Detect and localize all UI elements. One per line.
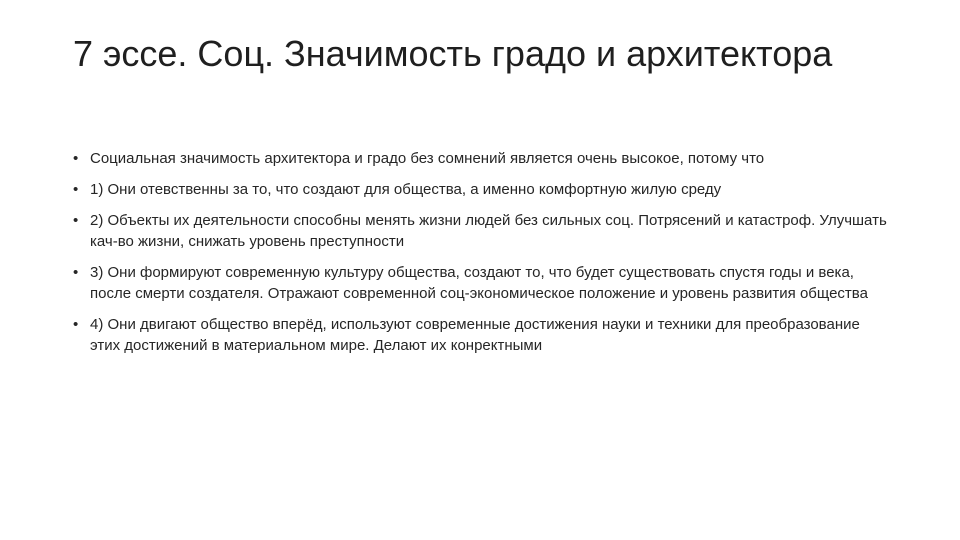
bullet-item-1 <box>73 148 888 169</box>
bullet-dot-icon: • <box>73 212 79 229</box>
bullet-list <box>73 148 888 366</box>
bullet-text: Социальная значимость архитектора и градо без сомнений является очень высокое, потому что <box>90 150 765 167</box>
bullet-dot-icon: • <box>73 316 79 333</box>
bullet-text: 4) Они двигают общество вперёд, используют современные достижения науки и техники для преобразование этих достижений в материальном мире. Делают их конректными <box>90 316 860 354</box>
bullet-text: 3) Они формируют современную культуру общества, создают то, что будет существовать спустя годы и века, после смерти создателя. Отражают современной соц-экономическое положение и уровень развития общества <box>90 264 868 302</box>
bullet-dot-icon: • <box>73 181 79 198</box>
bullet-dot-icon: • <box>73 264 79 281</box>
bullet-item-3 <box>73 210 888 252</box>
bullet-item-5 <box>73 314 888 356</box>
slide-title: 7 эссе. Соц. Значимость градо и архитектора <box>73 33 833 74</box>
bullet-item-4 <box>73 262 888 304</box>
bullet-text: 2) Объекты их деятельности способны менять жизни людей без сильных соц. Потрясений и катастроф. Улучшать кач-во жизни, снижать уровень преступности <box>90 212 887 250</box>
bullet-item-2 <box>73 179 888 200</box>
bullet-dot-icon: • <box>73 150 79 167</box>
bullet-text: 1) Они отевственны за то, что создают для общества, а именно комфортную жилую среду <box>90 181 722 198</box>
